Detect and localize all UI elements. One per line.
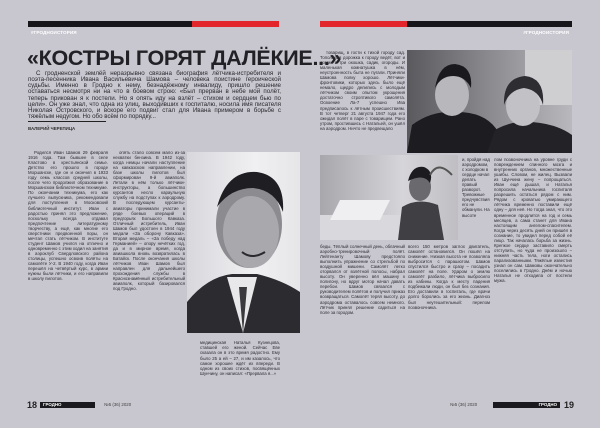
section-header-bar-left bbox=[28, 21, 279, 35]
body-column bbox=[320, 50, 405, 155]
paragraph: и, пройдя над аэродромом, с холодком в сердце начал делать правый разворот. Тревожные предчувствия его не обманули. На высоте bbox=[462, 157, 490, 218]
issue-number: №5 (36) 2020 bbox=[104, 402, 132, 407]
body-column bbox=[113, 150, 185, 380]
paragraph: товарищ, в гости к тихой городу сад. Тополевая дорожка к городу ведёт, вот и домик в три окошка, садик, огороды. И маленькая комнатушка в нём, неустроенность быта не пугали. Приняли Шамова полку хорошо. Лётчики-фронтовики, которых здесь было ещё немало, щедро делились с молодым лётчиком своим опытом укрощения достаточно строптивого самолёта. Освоение Ла-7 успешно Ива предписалось к лётным происшествиям. В тот четверг 21 августа 1947 года его ожидал полёт в паре с товарищем. Рано утром, простившись с Натальей, он ушёл на аэродром. Ничто не предвещало bbox=[320, 50, 405, 131]
article-lead: С гродненской землёй неразрывно связана биография лётчика-истребителя и поэта-песенника Ивана Васильевича Шамова – человека поистине героической судьбы. Именно в Гродно к нему, безнадёжному инвалиду, пришло решение оставаться несмотря ни на что в боевом строю: «Был прерван в небе мой полёт, теперь прикован я к постели. Но я опять иду на взлёт – стихом и сердцем бью по цели». Он уже знал, что одна из улиц, выходивших к госпиталю, носила имя писателя Николая Островского, и вскоре его подвиг стал для Ивана примером в борьбе с тяжёлым недугом. Но обо всём по порядку... bbox=[28, 70, 281, 121]
body-column bbox=[462, 157, 490, 242]
portrait-photo bbox=[187, 152, 300, 333]
paragraph: опять стало совсем мало из-за нехватки бензина. В 1942 году, когда немцы начали наступление на кавказском направлении, на базе школы пилотов был сформирован 9-й авиаполк. Летали в нём только лётчики-инструкторы, а большинство курсантов несло караульную службу на подступах к аэродрому. В последующем курсанты-авиаторы принимали участие в ряде боевых операций в предгорьях Большого Кавказа. Отличный истребитель, Иван Шамов был удостоен в 1944 году медали «За оборону Кавказа». Вторая медаль – «За победу над Германией» – опору нечётких год, да и в мирное время, когда авиашкола вновь возвратилась в Батайск. После окончания школы лётчиков Иван Шамов был направлен для дальнейшего прохождения службы в Краснознамённый истребительный авиаполк, который базировался под Гродно. bbox=[113, 150, 185, 292]
article-title: «КОСТРЫ ГОРЯТ ДАЛЁКИЕ...» bbox=[27, 46, 342, 70]
divider bbox=[28, 121, 106, 122]
paragraph: всего 150 метров заглох двигатель, самолёт остановился. Он пошёл на снижение. Низкая высота не позволяла выбросится с парашютом. Шамов спустился быстро и сразу – посадить самолёт на поле. Ударом о землю самолёт разбило, лётчика выбросило из кабины. Когда к месту падения подбежали люди, он был без сознания. Его доставили в госпиталь, где врачи долго боролись за его жизнь. Диагноз был неутешительный: перелом позвоночника. bbox=[408, 244, 490, 310]
section-tag: #ГРОДНОИСТОРИЯ bbox=[523, 30, 569, 35]
author-byline: ВАЛЕРИЙ ЧЕРЕПИЦА bbox=[28, 126, 76, 131]
footer-brand: ГРОДНО bbox=[40, 402, 95, 408]
page-number: 19 bbox=[564, 400, 575, 410]
paragraph: Родился Иван Шамов 29 февраля 1916 года. Там бывшее в селе Кластово в крестьянской семье. Детство его прошло в городе Моршанске, где он и окончил в 1933 году семь классов средней школы, после чего продолжил образование в Моршанском библиотечном техникуме. По окончании техникума, его как лучшего выпускника, рекомендовали для поступления в Московский библиотечный институт. Иван с радостью принял это предложение, поскольку всегда отдавал предпочтение литературному творчеству, а ещё, как многие его сверстники предвоенной поры, он мечтал стать лётчиком. В институте студент Шамов учился на отлично и одновременно с этим ходил на занятия в аэроклуб Свердловского района столицы, успешно освоив полёты на самолёте У-2. В 1940 году, когда Иван перешёл на четвёртый курс, в армии нужны были лётчики, и его направили в школу пилотов. bbox=[28, 150, 108, 282]
paragraph: беды. Тёплый солнечный день, облачный аэробно-тренировочный полёт. Лейтенанту Шамову предстояло выполнить упражнение со стрельбой по воздушной мишени. Самолёт легко оторвался от взлётной полосы, набрал высоту. Он уверенно вёл машину к полигону, но вдруг мотор начал давать перебои. Шамов связался с руководителем полётов и получил приказ возвращаться. Самолёт терял высоту, до аэродрома оставалось совсем немного. Лётчик принял решение садиться на поле за городом. bbox=[320, 244, 405, 315]
section-header-bar-right bbox=[320, 21, 572, 35]
section-tag: #ГРОДНОИСТОРИЯ bbox=[31, 30, 77, 35]
accent-stripe bbox=[320, 21, 407, 27]
photo-caption: медицинская Наталья Кузнецова, ставшей его женой. Сейчас Еве сказала он в это время радостно. Ему было 25 а ей – 27, и им казалось, что самое хорошее ждёт их впереди. В одном из своих стихов, посвящённых Шунчину, он написал: «Прервала я...» bbox=[200, 340, 280, 377]
footer-brand: ГРОДНО bbox=[493, 402, 560, 408]
body-column bbox=[28, 150, 108, 396]
page-number: 18 bbox=[27, 400, 38, 410]
writing-photo bbox=[320, 155, 458, 240]
body-column bbox=[408, 244, 490, 394]
couple-photo bbox=[407, 50, 572, 153]
accent-stripe bbox=[192, 21, 279, 27]
paragraph: лом позвоночника на уровне груди с повреждением спинного мозга и внутренних органов, множественные ушибы. Словом, не жилец. Вызвали из Шунчина жену – попрощаться. Иван ещё дышал, и Наталья попросила начальника госпиталя разрешить остаться рядом с ним. Рядом с кроватью умирающего лётчика временно поставили ещё одну – для неё. Но тогда знал, что это временное продлится на год и семь месяцев, а сама станет для Ивана настоящим ангелом-спасителем. Когда через десять дней он пришёл в сознание, то увидел перед собой её лицо. Так началась борьба за жизнь. Крепкое сердце заставило смерть отступить, но чуда не произошло – нижняя часть тела, ноги остались парализованными. Тяжёлые известия узнал он сам. Шамовы окончательно поселились в Гродно. Днём и ночью Наталья не отходила от постели мужа. bbox=[494, 157, 572, 284]
issue-number: №5 (36) 2020 bbox=[450, 402, 478, 407]
body-column bbox=[320, 244, 405, 394]
body-column bbox=[494, 157, 572, 395]
